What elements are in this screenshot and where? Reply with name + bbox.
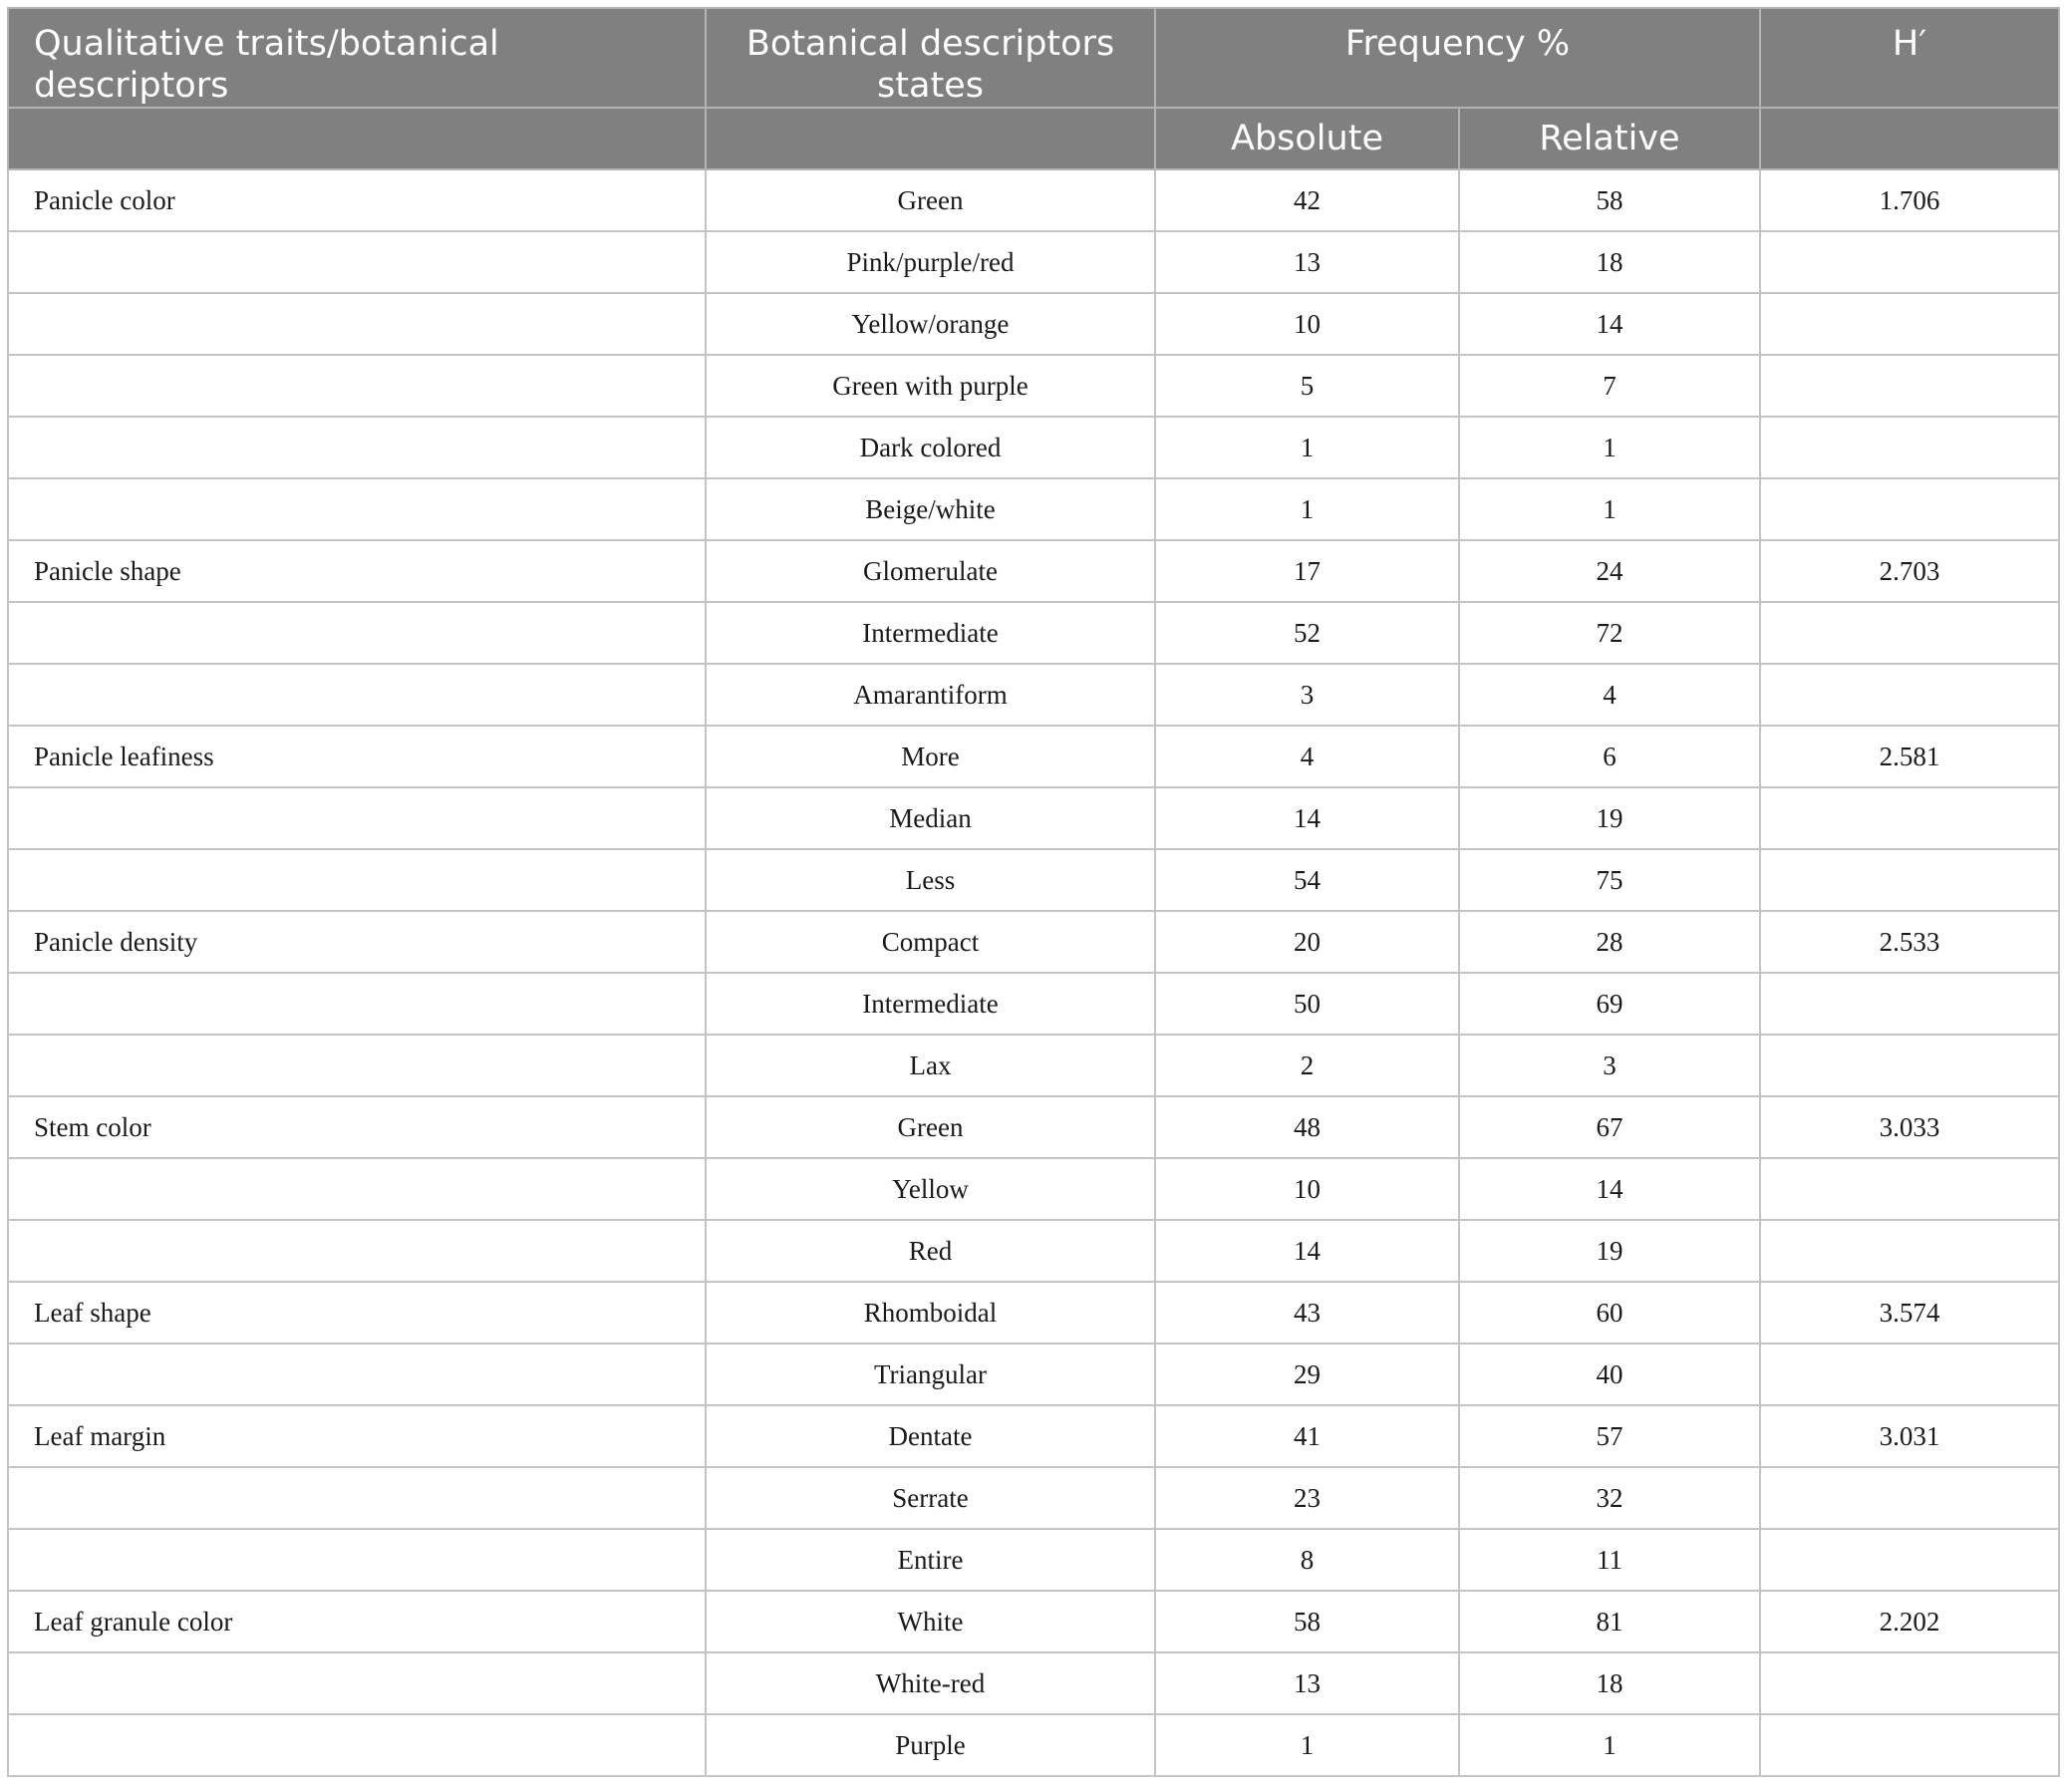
- h-index-cell: [1760, 849, 2059, 911]
- h-index-cell: [1760, 417, 2059, 478]
- header-relative: Relative: [1459, 108, 1760, 169]
- h-index-cell: 2.581: [1760, 726, 2059, 787]
- trait-cell: Panicle shape: [8, 540, 706, 602]
- table-row: [8, 602, 2059, 664]
- state-cell: Dark colored: [706, 417, 1155, 478]
- header-frequency: Frequency %: [1155, 8, 1760, 108]
- relative-cell: 1: [1459, 417, 1760, 478]
- state-cell: Green: [706, 1096, 1155, 1158]
- trait-cell: [8, 602, 706, 664]
- table-row: [8, 1344, 2059, 1405]
- trait-cell: Leaf granule color: [8, 1591, 706, 1652]
- state-cell: Less: [706, 849, 1155, 911]
- relative-cell: 28: [1459, 911, 1760, 973]
- trait-cell: [8, 664, 706, 726]
- relative-cell: 3: [1459, 1035, 1760, 1096]
- state-cell: Glomerulate: [706, 540, 1155, 602]
- h-index-cell: [1760, 1714, 2059, 1776]
- relative-cell: 60: [1459, 1282, 1760, 1344]
- trait-cell: [8, 787, 706, 849]
- table-row: [8, 540, 2059, 602]
- relative-cell: 14: [1459, 1158, 1760, 1220]
- absolute-cell: 1: [1155, 1714, 1459, 1776]
- state-cell: Serrate: [706, 1467, 1155, 1529]
- absolute-cell: 14: [1155, 787, 1459, 849]
- trait-cell: [8, 478, 706, 540]
- table-row: [8, 1158, 2059, 1220]
- trait-cell: [8, 1344, 706, 1405]
- h-index-cell: 2.533: [1760, 911, 2059, 973]
- header-absolute: Absolute: [1155, 108, 1459, 169]
- absolute-cell: 20: [1155, 911, 1459, 973]
- relative-cell: 57: [1459, 1405, 1760, 1467]
- trait-cell: [8, 293, 706, 355]
- trait-cell: Stem color: [8, 1096, 706, 1158]
- table-row: [8, 664, 2059, 726]
- relative-cell: 14: [1459, 293, 1760, 355]
- table-header: [8, 8, 2059, 169]
- trait-cell: [8, 1035, 706, 1096]
- state-cell: Rhomboidal: [706, 1282, 1155, 1344]
- table-row: [8, 911, 2059, 973]
- absolute-cell: 8: [1155, 1529, 1459, 1591]
- header-traits: Qualitative traits/botanical descriptors: [8, 8, 706, 108]
- table-row: [8, 1467, 2059, 1529]
- table-row: [8, 1405, 2059, 1467]
- absolute-cell: 23: [1155, 1467, 1459, 1529]
- h-index-cell: [1760, 231, 2059, 293]
- table-row: [8, 1096, 2059, 1158]
- absolute-cell: 10: [1155, 1158, 1459, 1220]
- absolute-cell: 50: [1155, 973, 1459, 1035]
- h-index-cell: [1760, 1529, 2059, 1591]
- h-index-cell: 2.703: [1760, 540, 2059, 602]
- trait-cell: [8, 1652, 706, 1714]
- h-index-cell: 3.031: [1760, 1405, 2059, 1467]
- trait-cell: [8, 1467, 706, 1529]
- state-cell: Entire: [706, 1529, 1155, 1591]
- descriptor-table: [7, 7, 2060, 1777]
- absolute-cell: 10: [1155, 293, 1459, 355]
- table-row: [8, 1529, 2059, 1591]
- h-index-cell: [1760, 1158, 2059, 1220]
- relative-cell: 67: [1459, 1096, 1760, 1158]
- trait-cell: [8, 355, 706, 417]
- state-cell: Green: [706, 169, 1155, 231]
- table-row: [8, 726, 2059, 787]
- trait-cell: [8, 417, 706, 478]
- relative-cell: 1: [1459, 478, 1760, 540]
- h-index-cell: 3.033: [1760, 1096, 2059, 1158]
- header-states: Botanical descriptors states: [706, 8, 1155, 108]
- absolute-cell: 3: [1155, 664, 1459, 726]
- relative-cell: 72: [1459, 602, 1760, 664]
- trait-cell: Panicle leafiness: [8, 726, 706, 787]
- table-row: [8, 787, 2059, 849]
- relative-cell: 7: [1459, 355, 1760, 417]
- state-cell: Purple: [706, 1714, 1155, 1776]
- relative-cell: 32: [1459, 1467, 1760, 1529]
- header-row-1: [8, 8, 2059, 108]
- h-index-cell: 1.706: [1760, 169, 2059, 231]
- absolute-cell: 1: [1155, 478, 1459, 540]
- state-cell: Beige/white: [706, 478, 1155, 540]
- h-index-cell: [1760, 293, 2059, 355]
- state-cell: Green with purple: [706, 355, 1155, 417]
- state-cell: Median: [706, 787, 1155, 849]
- relative-cell: 40: [1459, 1344, 1760, 1405]
- state-cell: Pink/purple/red: [706, 231, 1155, 293]
- header-empty-1: [8, 108, 706, 169]
- state-cell: Dentate: [706, 1405, 1155, 1467]
- absolute-cell: 58: [1155, 1591, 1459, 1652]
- trait-cell: Leaf margin: [8, 1405, 706, 1467]
- table-row: [8, 1282, 2059, 1344]
- table-row: [8, 478, 2059, 540]
- h-index-cell: [1760, 1035, 2059, 1096]
- table-row: [8, 1220, 2059, 1282]
- absolute-cell: 48: [1155, 1096, 1459, 1158]
- absolute-cell: 54: [1155, 849, 1459, 911]
- header-empty-3: [1760, 108, 2059, 169]
- absolute-cell: 41: [1155, 1405, 1459, 1467]
- state-cell: More: [706, 726, 1155, 787]
- h-index-cell: [1760, 1467, 2059, 1529]
- header-empty-2: [706, 108, 1155, 169]
- table-row: [8, 231, 2059, 293]
- trait-cell: [8, 1714, 706, 1776]
- trait-cell: [8, 1529, 706, 1591]
- h-index-cell: [1760, 1220, 2059, 1282]
- relative-cell: 11: [1459, 1529, 1760, 1591]
- h-index-cell: [1760, 973, 2059, 1035]
- state-cell: Red: [706, 1220, 1155, 1282]
- table-row: [8, 293, 2059, 355]
- state-cell: White-red: [706, 1652, 1155, 1714]
- header-h-index: H′: [1760, 8, 2059, 108]
- descriptor-table-container: [7, 7, 2058, 1777]
- h-index-cell: [1760, 602, 2059, 664]
- trait-cell: [8, 1220, 706, 1282]
- h-index-cell: [1760, 355, 2059, 417]
- state-cell: Intermediate: [706, 602, 1155, 664]
- header-row-2: [8, 108, 2059, 169]
- table-row: [8, 169, 2059, 231]
- relative-cell: 4: [1459, 664, 1760, 726]
- relative-cell: 69: [1459, 973, 1760, 1035]
- absolute-cell: 43: [1155, 1282, 1459, 1344]
- state-cell: Yellow/orange: [706, 293, 1155, 355]
- absolute-cell: 17: [1155, 540, 1459, 602]
- absolute-cell: 13: [1155, 1652, 1459, 1714]
- relative-cell: 19: [1459, 1220, 1760, 1282]
- h-index-cell: [1760, 664, 2059, 726]
- state-cell: Compact: [706, 911, 1155, 973]
- state-cell: Intermediate: [706, 973, 1155, 1035]
- state-cell: Lax: [706, 1035, 1155, 1096]
- table-row: [8, 1714, 2059, 1776]
- h-index-cell: [1760, 478, 2059, 540]
- trait-cell: Panicle color: [8, 169, 706, 231]
- h-index-cell: 3.574: [1760, 1282, 2059, 1344]
- trait-cell: [8, 1158, 706, 1220]
- absolute-cell: 4: [1155, 726, 1459, 787]
- h-index-cell: [1760, 1344, 2059, 1405]
- absolute-cell: 13: [1155, 231, 1459, 293]
- relative-cell: 19: [1459, 787, 1760, 849]
- table-row: [8, 1591, 2059, 1652]
- absolute-cell: 1: [1155, 417, 1459, 478]
- trait-cell: [8, 973, 706, 1035]
- relative-cell: 1: [1459, 1714, 1760, 1776]
- trait-cell: [8, 849, 706, 911]
- table-row: [8, 849, 2059, 911]
- table-row: [8, 355, 2059, 417]
- relative-cell: 75: [1459, 849, 1760, 911]
- relative-cell: 58: [1459, 169, 1760, 231]
- h-index-cell: [1760, 787, 2059, 849]
- absolute-cell: 5: [1155, 355, 1459, 417]
- h-index-cell: [1760, 1652, 2059, 1714]
- absolute-cell: 14: [1155, 1220, 1459, 1282]
- table-row: [8, 1035, 2059, 1096]
- h-index-cell: 2.202: [1760, 1591, 2059, 1652]
- relative-cell: 18: [1459, 1652, 1760, 1714]
- absolute-cell: 29: [1155, 1344, 1459, 1405]
- table-row: [8, 973, 2059, 1035]
- absolute-cell: 52: [1155, 602, 1459, 664]
- state-cell: White: [706, 1591, 1155, 1652]
- state-cell: Amarantiform: [706, 664, 1155, 726]
- absolute-cell: 42: [1155, 169, 1459, 231]
- absolute-cell: 2: [1155, 1035, 1459, 1096]
- relative-cell: 18: [1459, 231, 1760, 293]
- relative-cell: 6: [1459, 726, 1760, 787]
- table-row: [8, 417, 2059, 478]
- state-cell: Triangular: [706, 1344, 1155, 1405]
- table-body: [8, 169, 2059, 1776]
- relative-cell: 24: [1459, 540, 1760, 602]
- relative-cell: 81: [1459, 1591, 1760, 1652]
- state-cell: Yellow: [706, 1158, 1155, 1220]
- trait-cell: Leaf shape: [8, 1282, 706, 1344]
- table-row: [8, 1652, 2059, 1714]
- trait-cell: [8, 231, 706, 293]
- trait-cell: Panicle density: [8, 911, 706, 973]
